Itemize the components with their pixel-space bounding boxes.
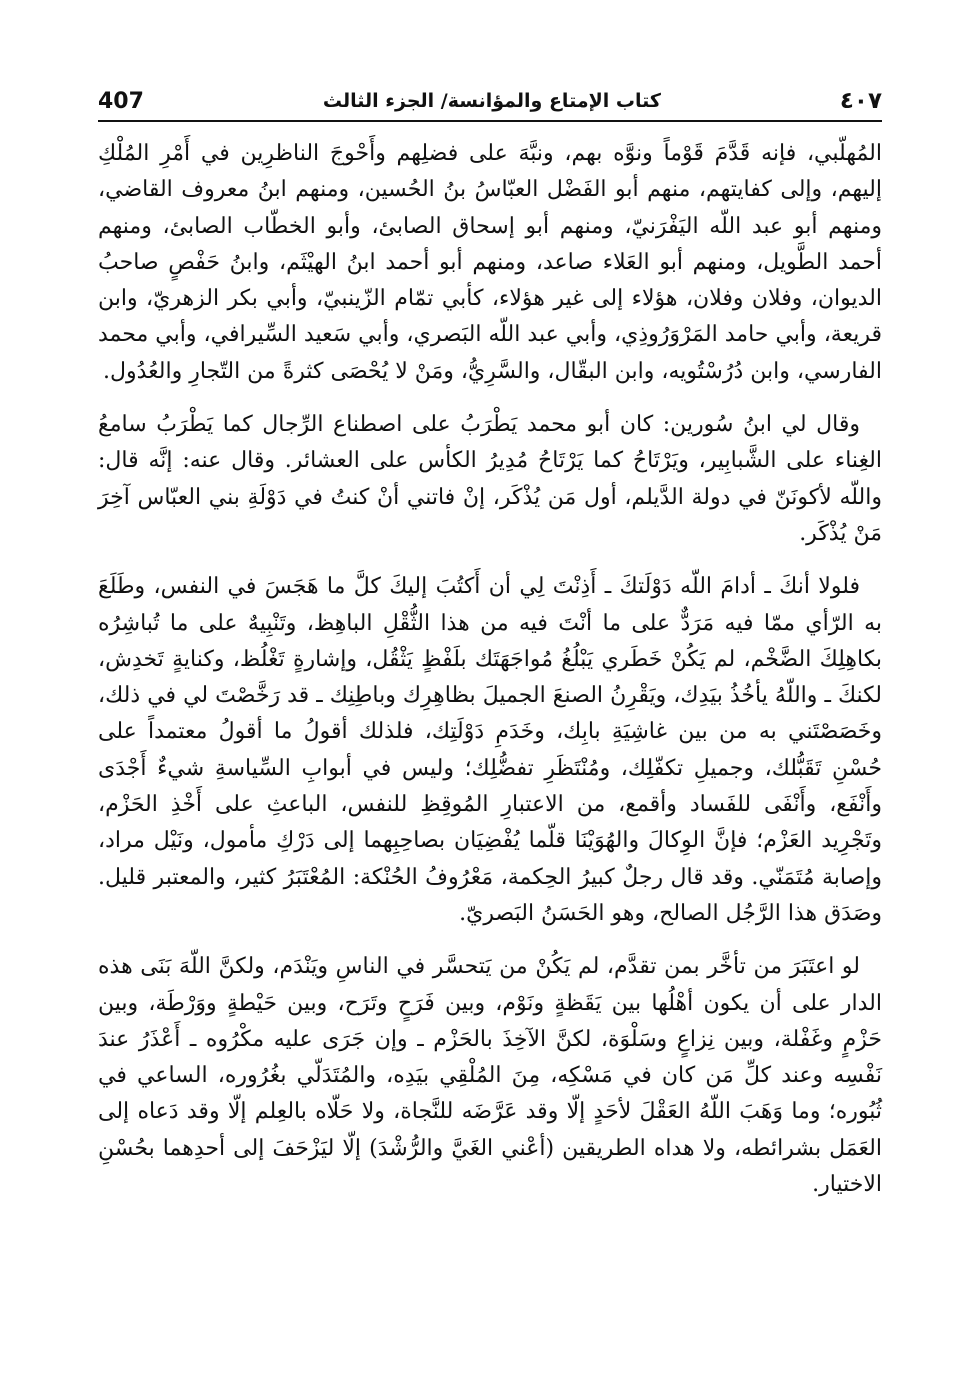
page-number-arabic: ٤٠٧	[839, 88, 882, 114]
body-text	[98, 136, 882, 1220]
header-rule	[98, 120, 882, 122]
paragraph-3: فلولا أنكَ ـ أدامَ اللّه دَوْلَتكَ ـ أَذِنْتَ لِي أن أَكتُبَ إليكَ كلَّ ما هَجَسَ في النفس، وطَلَعَ به الرّأي ممّا فيه مَرَدٌّ على ما أنْتَ فيه من هذا الثُّقْلِ الباهِظ، وتَنْبِيهٌ على ما تُباشِرُه بكاهِلِكَ الضَّخْم، لم يَكُنْ خَطَري يَبْلُغُ مُواجَهَتَك بلَفْظٍ يَثْقُل، وإشارةٍ تَغْلُظ، وكنايةٍ تَخدِش، لكنكَ ـ واللّهُ يأخُذُ بيَدِك، ويَقْرِنُ الصنعَ الجميلَ بظاهِرِك وباطِنِك ـ قد رَخَّصْتَ لي في ذلك، وخَصَصْتَني به من بين غاشِيَةِ بابِك، وخَدَمِ دَوْلَتِك، فلذلك أقولُ ما أقولُ معتمداً على حُسْنِ تَقَبُّلك، وجميلِ تكفّلِك، ومُنْتَظَرِ تفضُّلِك؛ وليس في أبوابِ السِّياسةِ شيءٌ أَجْدَى وأَنْفَع، وأَنْفَى للفَساد وأقمع، من الاعتبارِ المُوقِظِ للنفس، الباعثِ على أَخْذِ الحَزْم، وتَجْرِيد العَزْم؛ فإنَّ الوِكالَ والهُوَيْنَا قلّما يُفْضِيَان بصاحِبِهما إلى دَرْكِ مأمول، ونَيْل مراد، وإصابة مُتَمَنّي. وقد قال رجلٌ كبيرُ الحِكمة، مَعْرُوفُ الحُنْكة: المُعْتَبَرُ كثير، والمعتبر قليل. وصَدَق هذا الرَّجُل الصالح، وهو الحَسَنُ البَصريّ.	[98, 574, 882, 926]
page-number: 407	[98, 88, 144, 114]
paragraph-1: المُهلّبي، فإنه قَدَّمَ قَوْماً ونوَّه بهم، ونبَّهَ على فضلِهم وأَحْوجَ الناظرِين في أَمْرِ المُلْكِ إليهم، وإلى كفايتهم، منهم أبو الفَضْل العبّاسُ بنُ الحُسين، ومنهم ابنُ معروف القاضي، ومنهم أبو عبد اللّه اليَفْرَنيّ، ومنهم أبو إسحاق الصابئ، وأبو الخطّاب الصابئ، ومنهم أحمد الطَّويل، ومنهم أبو العَلاء صاعد، ومنهم أبو أحمد ابنُ الهيْثَم، وابنُ حَفْصٍ صاحبُ الديوان، وفلان وفلان، هؤلاء إلى غير هؤلاء، كأبي تمّام الزّينبيّ، وأبي بكر الزهريّ، وابن قريعة، وأبي حامد المَرْوَرُوذِي، وأبي عبد اللّه البَصري، وأبي سَعيد السِّيرافي، وأبي محمد الفارسي، وابن دُرُسْتُويه، وابن البقّال، والسَّرِيُّ، ومَنْ لا يُحْصَى كثرةً من التّجارِ والعُدُول.	[98, 141, 882, 384]
paragraph-4: لو اعتَبَرَ من تأخَّر بمن تقدَّم، لم يَكُنْ من يَتحسَّر في الناسِ ويَنْدَم، ولكنَّ اللّهَ بَنَى هذه الدار على أن يكون أهْلُها بين يَقَظةٍ ونَوْم، وبين فَرَحٍ وتَرَح، وبين حَيْطةٍ ووَرْطَة، وبين حَزْمٍ وغَفْلة، وبين نِزاعٍ وسَلْوَة، لكنَّ الآخِذَ بالحَزْم ـ وإن جَرَى عليه مكْرُوه ـ أَعْذَرُ عندَ نَفْسِه وعند كلِّ مَن كان في مَسْكِه، مِنَ المُلْقِي بيَدِه، والمُتَدَلّي بغُرُوره، الساعي في ثُبُوره؛ وما وَهَبَ اللّهُ العَقْلَ لأحَدٍ إلّا وقد عَرَّضَه للنَّجاة، ولا حَلّاه بالعِلم إلّا وقد دَعاه إلى العَمَل بشرائطه، ولا هداه الطريقين (أعْني الغَيَّ والرُّشْدَ) إلّا ليَزْحَفَ إلى أحدِهما بحُسْنِ الاختيار.	[98, 954, 883, 1198]
paragraph-2: وقال لي ابنُ سُورين: كان أبو محمد يَطْرَبُ على اصطناع الرِّجال كما يَطْرَبُ سامعُ الغِناء على الشَّبابِير، ويَرْتَاحُ كما يَرْتَاحُ مُدِيرُ الكأس على العشائر. وقال عنه: إنَّه قال: واللّه لأكونَنّ في دولة الدَّيلم، أول مَن يُذْكَر، إنْ فاتني أنْ كنتُ في دَوْلَةِ بني العبّاس آخِرَ مَنْ يُذْكَر.	[98, 412, 882, 546]
running-header	[98, 84, 882, 118]
running-title: كتاب الإمتاع والمؤانسة/ الجزء الثالث	[322, 90, 661, 112]
